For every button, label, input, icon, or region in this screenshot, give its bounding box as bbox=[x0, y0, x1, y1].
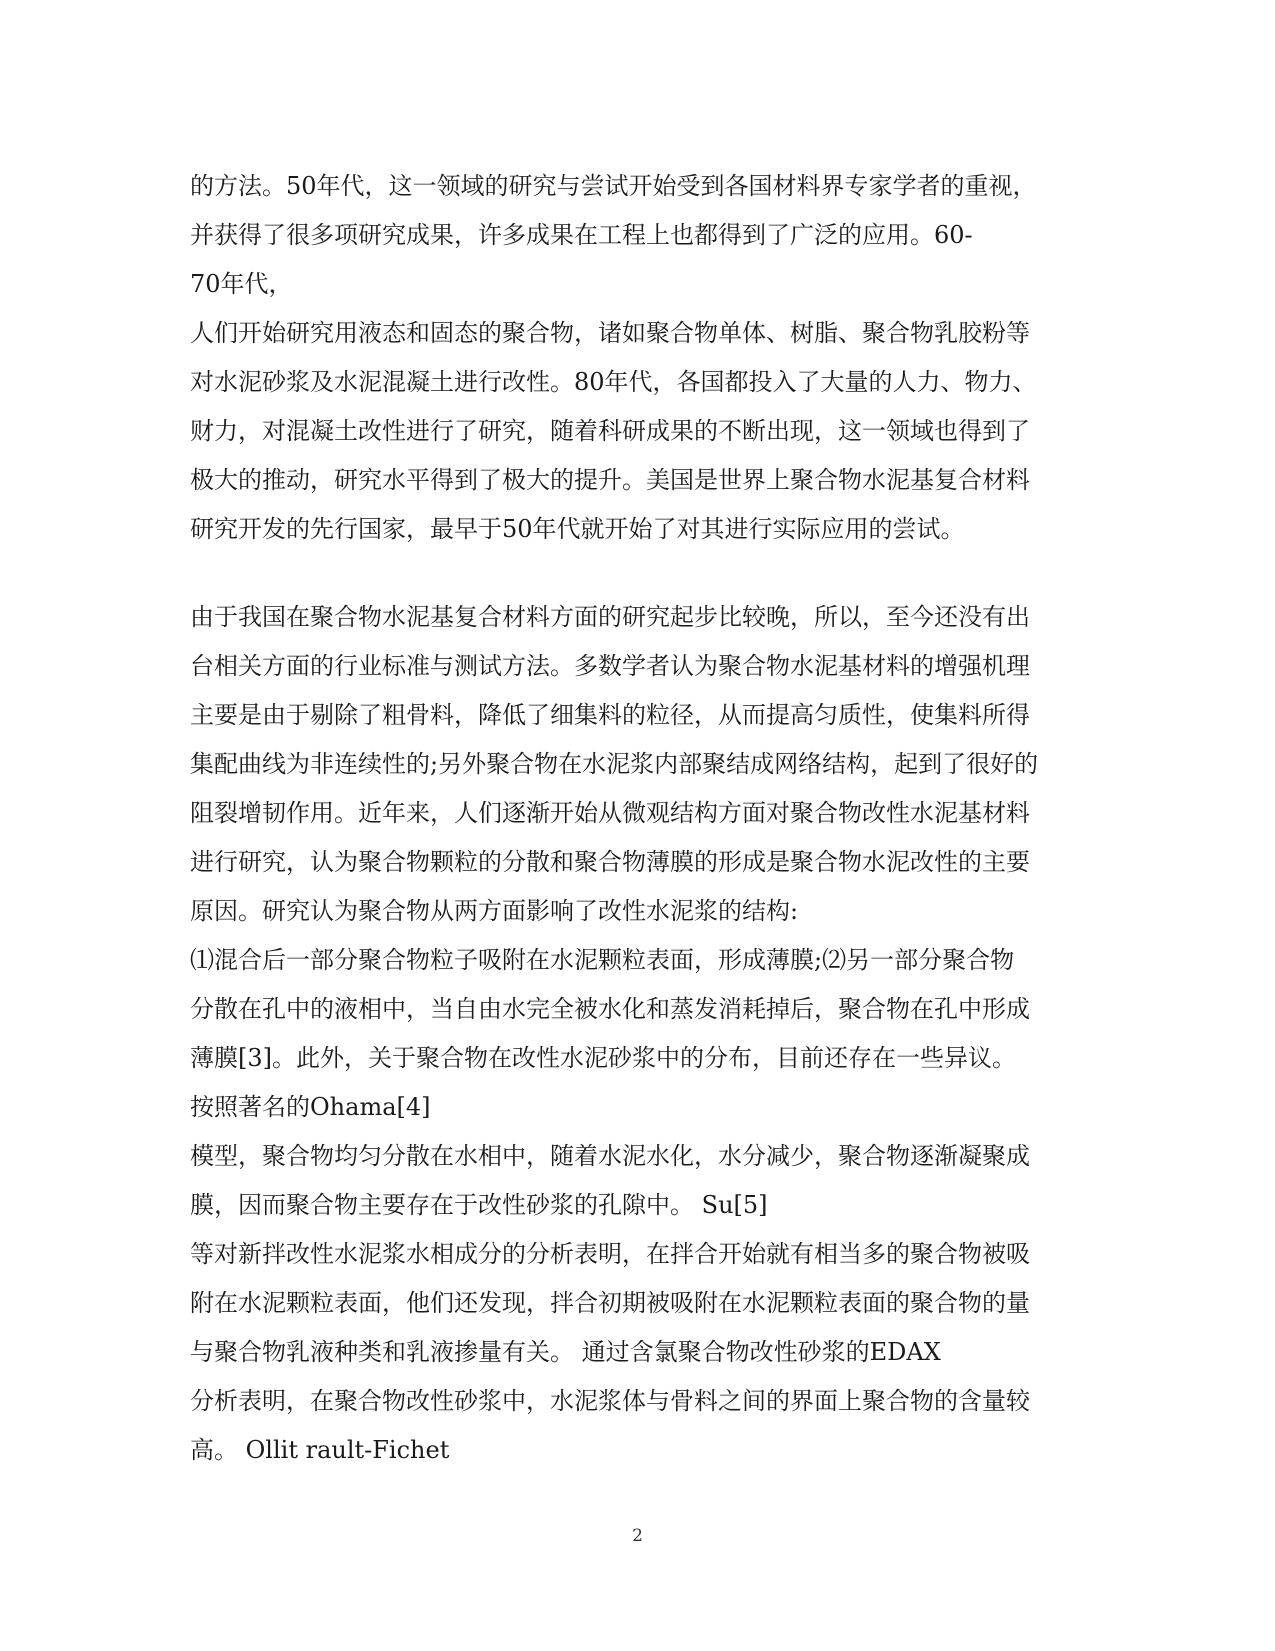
paragraph-line: 模型，聚合物均匀分散在水相中，随着水泥水化，水分减少，聚合物逐渐凝聚成 bbox=[190, 1142, 1030, 1170]
paragraph-line: 对水泥砂浆及水泥混凝土进行改性。80年代，各国都投入了大量的人力、物力、 bbox=[190, 368, 1037, 396]
paragraph-line: 分散在孔中的液相中，当自由水完全被水化和蒸发消耗掉后，聚合物在孔中形成 bbox=[190, 995, 1030, 1023]
paragraph-line: 的方法。50年代，这一领域的研究与尝试开始受到各国材料界专家学者的重视， bbox=[190, 172, 1037, 200]
paragraph-line: 高。 Ollit rault-Fichet bbox=[190, 1436, 450, 1464]
paragraph-line: ⑴混合后一部分聚合物粒子吸附在水泥颗粒表面，形成薄膜;⑵另一部分聚合物 bbox=[190, 946, 1015, 974]
paragraph-line: 附在水泥颗粒表面，他们还发现，拌合初期被吸附在水泥颗粒表面的聚合物的量 bbox=[190, 1289, 1030, 1317]
paragraph-line: 按照著名的Ohama[4] bbox=[190, 1093, 431, 1121]
paragraph-line: 原因。研究认为聚合物从两方面影响了改性水泥浆的结构: bbox=[190, 897, 799, 925]
paragraph-line: 分析表明，在聚合物改性砂浆中，水泥浆体与骨料之间的界面上聚合物的含量较 bbox=[190, 1387, 1030, 1415]
paragraph-line: 与聚合物乳液种类和乳液掺量有关。 通过含氯聚合物改性砂浆的EDAX bbox=[190, 1338, 941, 1366]
paragraph-line: 台相关方面的行业标准与测试方法。多数学者认为聚合物水泥基材料的增强机理 bbox=[190, 652, 1030, 680]
paragraph-line: 极大的推动，研究水平得到了极大的提升。美国是世界上聚合物水泥基复合材料 bbox=[190, 466, 1030, 494]
paragraph-line: 薄膜[3]。此外，关于聚合物在改性水泥砂浆中的分布，目前还存在一些异议。 bbox=[190, 1044, 1016, 1072]
paragraph-line: 主要是由于剔除了粗骨料，降低了细集料的粒径，从而提高匀质性，使集料所得 bbox=[190, 701, 1030, 729]
paragraph-line: 70年代， bbox=[190, 270, 293, 298]
paragraph-line: 财力，对混凝土改性进行了研究，随着科研成果的不断出现，这一领域也得到了 bbox=[190, 417, 1030, 445]
paragraph-line: 集配曲线为非连续性的;另外聚合物在水泥浆内部聚结成网络结构，起到了很好的 bbox=[190, 750, 1039, 778]
paragraph-line: 并获得了很多项研究成果，许多成果在工程上也都得到了广泛的应用。60- bbox=[190, 221, 973, 249]
paragraph-2 bbox=[190, 593, 1090, 1475]
paragraph-line: 等对新拌改性水泥浆水相成分的分析表明，在拌合开始就有相当多的聚合物被吸 bbox=[190, 1240, 1030, 1268]
paragraph-line: 研究开发的先行国家，最早于50年代就开始了对其进行实际应用的尝试。 bbox=[190, 515, 965, 543]
paragraph-line: 人们开始研究用液态和固态的聚合物，诸如聚合物单体、树脂、聚合物乳胶粉等 bbox=[190, 319, 1030, 347]
paragraph-line: 由于我国在聚合物水泥基复合材料方面的研究起步比较晚，所以，至今还没有出 bbox=[190, 603, 1030, 631]
paragraph-line: 进行研究，认为聚合物颗粒的分散和聚合物薄膜的形成是聚合物水泥改性的主要 bbox=[190, 848, 1030, 876]
page-number: 2 bbox=[632, 1526, 643, 1546]
paragraph-1 bbox=[190, 162, 1090, 554]
paragraph-line: 阻裂增韧作用。近年来，人们逐渐开始从微观结构方面对聚合物改性水泥基材料 bbox=[190, 799, 1030, 827]
paragraph-line: 膜，因而聚合物主要存在于改性砂浆的孔隙中。 Su[5] bbox=[190, 1191, 768, 1219]
